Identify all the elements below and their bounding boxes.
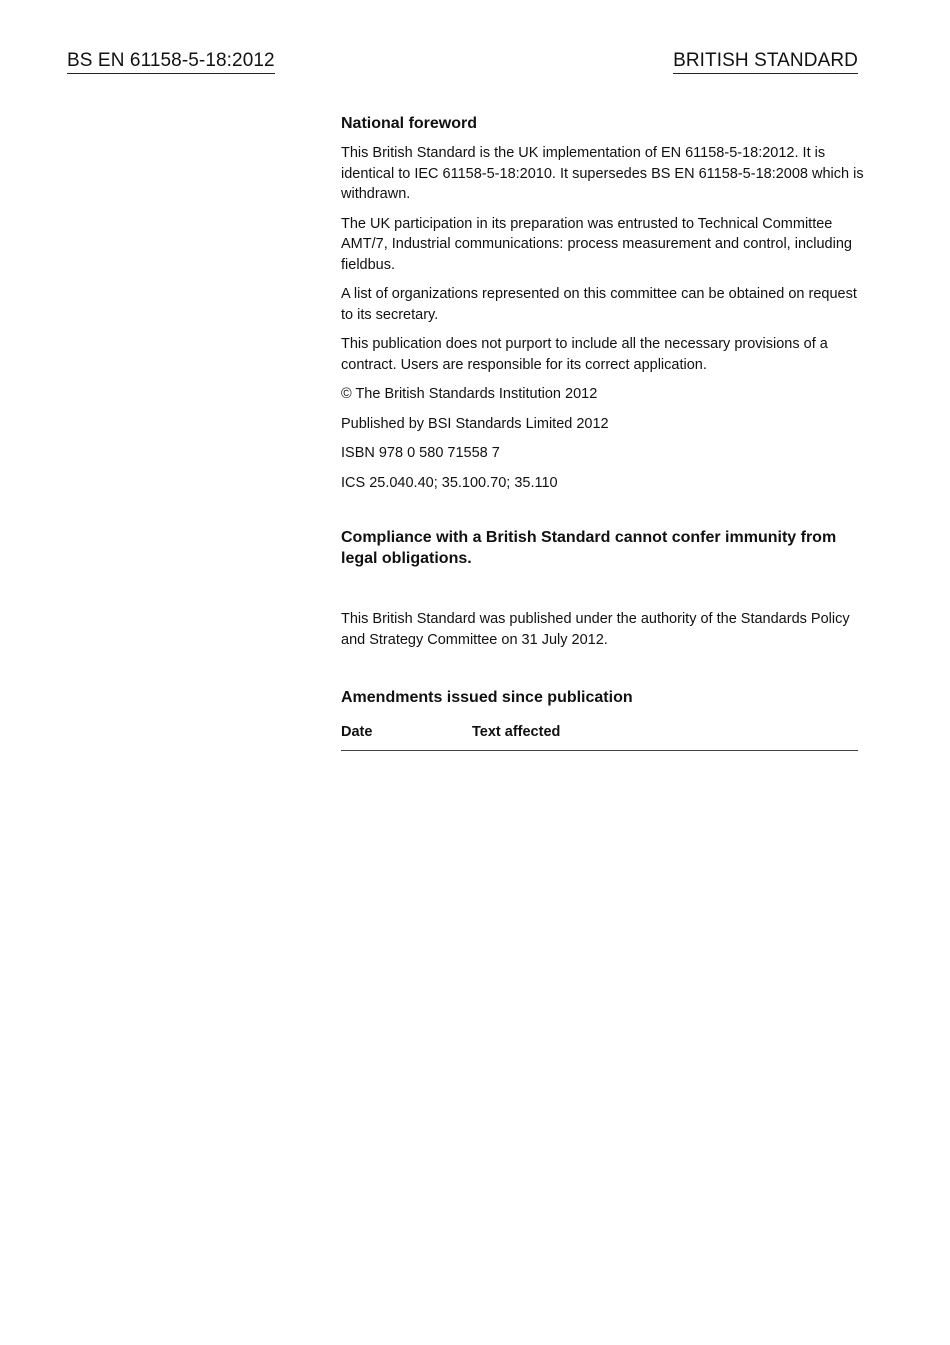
compliance-notice: Compliance with a British Standard cannot confer immunity from legal obligations. xyxy=(341,529,837,567)
isbn-line: ISBN 978 0 580 71558 7 xyxy=(341,445,500,461)
document-number: BS EN 61158-5-18:2012 xyxy=(67,50,275,74)
amendments-date-column: Date xyxy=(341,724,373,740)
foreword-title: National foreword xyxy=(341,115,478,132)
authority-statement: This British Standard was published under the authority of the Standards Policy and Strategy Committee on 31 July 2012. xyxy=(341,611,850,648)
main-content xyxy=(341,113,871,751)
foreword-paragraph-committee: The UK participation in its preparation was entrusted to Technical Committee AMT/7, Industrial communications: process measurement and control, including fieldbus. xyxy=(341,215,852,273)
amendments-title: Amendments issued since publication xyxy=(341,689,633,706)
national-foreword xyxy=(341,113,871,493)
foreword-paragraph-implementation: This British Standard is the UK implementation of EN 61158-5-18:2012. It is identical to IEC 61158-5-18:2010. It supersedes BS EN 61158-5-18:2008 which is withdrawn. xyxy=(341,145,864,202)
amendments-table-header xyxy=(341,722,858,751)
standard-type-label: BRITISH STANDARD xyxy=(673,50,858,74)
ics-line: ICS 25.040.40; 35.100.70; 35.110 xyxy=(341,474,558,491)
foreword-paragraph-organizations: A list of organizations represented on this committee can be obtained on request to its secretary. xyxy=(341,286,857,323)
foreword-paragraph-provisions: This publication does not purport to include all the necessary provisions of a contract. Users are responsible for its correct application. xyxy=(341,336,828,373)
publisher-line: Published by BSI Standards Limited 2012 xyxy=(341,415,609,432)
amendments-text-affected-column: Text affected xyxy=(472,724,561,740)
copyright-line: © The British Standards Institution 2012 xyxy=(341,386,598,402)
